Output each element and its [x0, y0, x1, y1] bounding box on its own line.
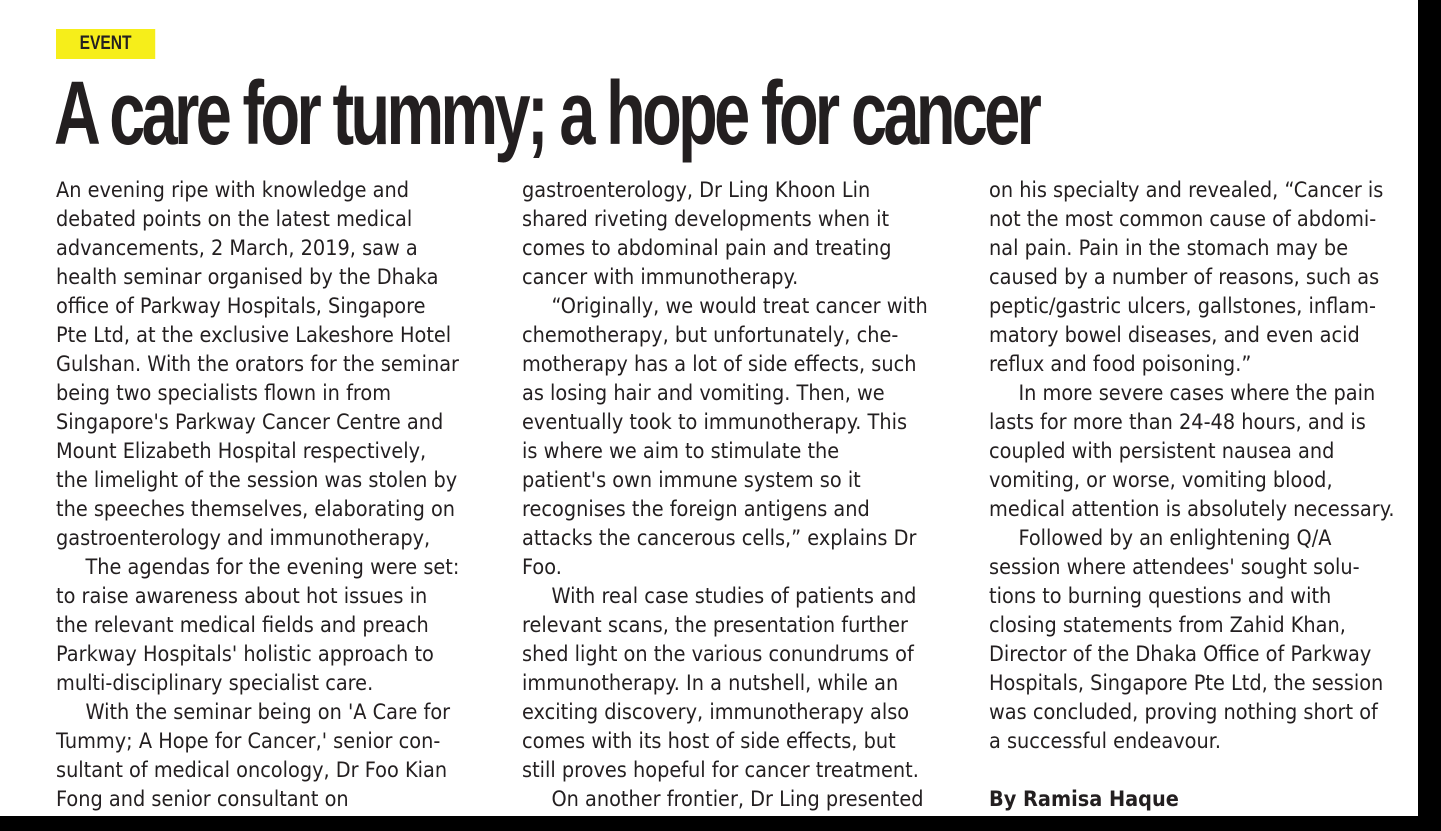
text-line: the speeches themselves, elaborating on [56, 497, 456, 521]
text-line: Pte Ltd, at the exclusive Lakeshore Hotel [56, 323, 452, 347]
text-line: Parkway Hospitals' holistic approach to [56, 642, 434, 666]
text-line: caused by a number of reasons, such as [989, 265, 1380, 289]
text-line: matory bowel diseases, and even acid [989, 323, 1360, 347]
text-line: still proves hopeful for cancer treatment. [522, 758, 919, 782]
text-line: sultant of medical oncology, Dr Foo Kian [56, 758, 448, 782]
text-line: Hospitals, Singapore Pte Ltd, the session [989, 671, 1384, 695]
text-line: An evening ripe with knowledge and [56, 178, 410, 202]
text-line: advancements, 2 March, 2019, saw a [56, 236, 418, 260]
text-line: exciting discovery, immunotherapy also [522, 700, 910, 724]
text-line: was concluded, proving nothing short of [989, 700, 1378, 724]
text-line: reflux and food poisoning.” [989, 352, 1252, 376]
text-line: chemotherapy, but unfortunately, che- [522, 323, 899, 347]
text-line: gastroenterology and immunotherapy, [56, 526, 431, 550]
text-line: to raise awareness about hot issues in [56, 584, 428, 608]
text-line: as losing hair and vomiting. Then, we [522, 381, 885, 405]
text-line: tions to burning questions and with [989, 584, 1332, 608]
text-line: Tummy; A Hope for Cancer,' senior con- [56, 729, 441, 753]
paragraph-start-line: “Originally, we would treat cancer with [551, 294, 928, 318]
paragraph-start-line: With the seminar being on 'A Care for [85, 700, 451, 724]
text-line: patient's own immune system so it [522, 468, 861, 492]
article-column-2 [522, 176, 962, 814]
text-line: medical attention is absolutely necessary. [989, 497, 1395, 521]
text-line: coupled with persistent nausea and [989, 439, 1335, 463]
text-line: lasts for more than 24-48 hours, and is [989, 410, 1366, 434]
text-line: Gulshan. With the orators for the seminar [56, 352, 459, 376]
text-line: Director of the Dhaka Office of Parkway [989, 642, 1372, 666]
text-line: immunotherapy. In a nutshell, while an [522, 671, 899, 695]
text-line: shed light on the various conundrums of [522, 642, 914, 666]
paragraph-start-line: In more severe cases where the pain [1018, 381, 1376, 405]
article-column-1 [56, 176, 496, 814]
paragraph-start-line: The agendas for the evening were set: [85, 555, 460, 579]
text-line: attacks the cancerous cells,” explains Dr [522, 526, 917, 550]
text-line: being two specialists flown in from [56, 381, 392, 405]
section-tag: EVENT [56, 29, 155, 59]
article-column-3 [989, 176, 1418, 814]
paragraph-start-line: On another frontier, Dr Ling presented [551, 787, 924, 811]
text-line: shared riveting developments when it [522, 207, 890, 231]
text-line: closing statements from Zahid Khan, [989, 613, 1346, 637]
text-line: not the most common cause of abdomi- [989, 207, 1377, 231]
text-line: comes to abdominal pain and treating [522, 236, 892, 260]
text-line: nal pain. Pain in the stomach may be [989, 236, 1349, 260]
text-line: cancer with immunotherapy. [522, 265, 799, 289]
text-line: Foo. [522, 555, 562, 579]
text-line: Singapore's Parkway Cancer Centre and [56, 410, 444, 434]
text-line: peptic/gastric ulcers, gallstones, inflam- [989, 294, 1376, 318]
text-line: eventually took to immunotherapy. This [522, 410, 908, 434]
text-line: multi-disciplinary specialist care. [56, 671, 374, 695]
text-line: the relevant medical fields and preach [56, 613, 429, 637]
text-line: is where we aim to stimulate the [522, 439, 840, 463]
text-line: recognises the foreign antigens and [522, 497, 870, 521]
text-line: comes with its host of side effects, but [522, 729, 896, 753]
headline: A care for tummy; a hope for cancer [54, 64, 1039, 164]
text-line: session where attendees' sought solu- [989, 555, 1360, 579]
text-line: office of Parkway Hospitals, Singapore [56, 294, 426, 318]
text-line: Fong and senior consultant on [56, 787, 349, 811]
text-line: health seminar organised by the Dhaka [56, 265, 439, 289]
paragraph-start-line: Followed by an enlightening Q/A [1018, 526, 1332, 550]
text-line: relevant scans, the presentation further [522, 613, 908, 637]
text-line: vomiting, or worse, vomiting blood, [989, 468, 1333, 492]
author-byline: By Ramisa Haque [989, 787, 1179, 811]
text-line: debated points on the latest medical [56, 207, 413, 231]
text-line: Mount Elizabeth Hospital respectively, [56, 439, 427, 463]
text-line: motherapy has a lot of side effects, such [522, 352, 917, 376]
text-line: the limelight of the session was stolen by [56, 468, 458, 492]
text-line: gastroenterology, Dr Ling Khoon Lin [522, 178, 871, 202]
text-line: on his specialty and revealed, “Cancer is [989, 178, 1384, 202]
text-line: a successful endeavour. [989, 729, 1222, 753]
paragraph-start-line: With real case studies of patients and [551, 584, 917, 608]
